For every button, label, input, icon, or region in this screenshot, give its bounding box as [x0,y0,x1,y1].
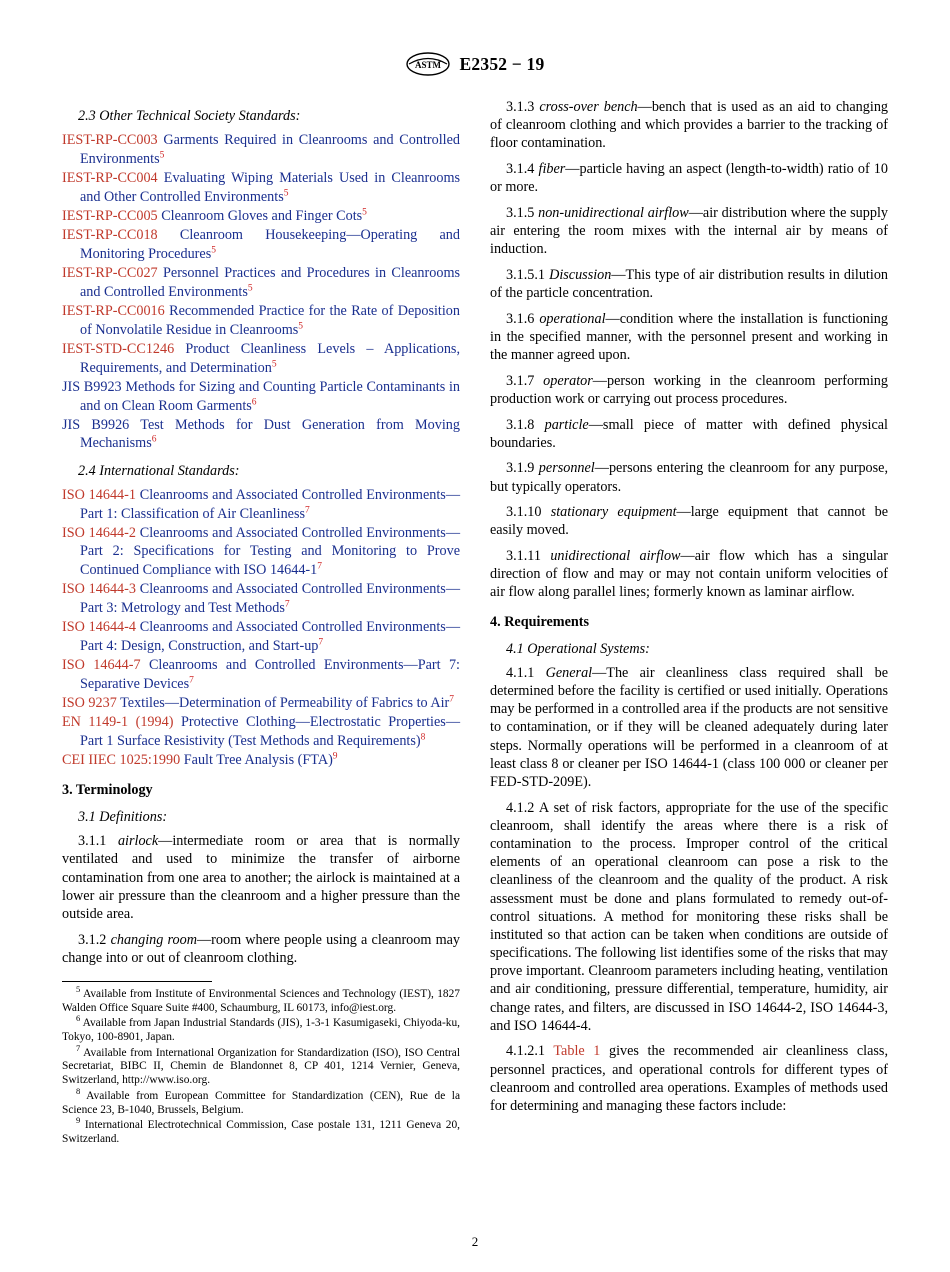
reference-title: Cleanrooms and Associated Controlled Environments—Part 2: Specifications for Testing and Monitoring to Prove Continued Compliance with ISO 14644-1 [80,524,461,578]
reference-title: Cleanrooms and Associated Controlled Environments—Part 4: Design, Construction, and Start-up [80,619,461,654]
definition-number: 3.1.5 [506,204,535,221]
reference-item[interactable] [62,486,460,523]
page-number: 2 [471,1234,479,1249]
footnote-marker: 9 [332,751,338,762]
definition-number: 3.1.8 [506,416,535,433]
two-column-body [62,98,888,1148]
definition-term: operational [539,310,606,327]
svg-text:ASTM: ASTM [414,60,441,70]
footnote-text: Available from Japan Industrial Standards (JIS), 1-3-1 Kasumigaseki, Chiyoda-ku, Tokyo, 100-8901, Japan. [62,1017,460,1044]
reference-item[interactable] [62,751,460,769]
paragraph-4-1-1 [490,664,888,791]
footnote-marker: 7 [318,636,324,647]
reference-code: ISO 14644-1 [62,487,136,504]
footnote-marker: 5 [211,245,216,256]
terminology-heading: 3. Terminology [62,781,153,798]
definition-3-1-8 [490,416,888,452]
reference-item[interactable] [62,524,460,579]
definition-3-1-5 [490,204,888,259]
definition-term: personnel [538,460,595,477]
reference-title: Product Cleanliness Levels – Applications, Requirements, and Determination [80,341,460,376]
footnote-marker: 7 [189,674,194,685]
reference-item[interactable] [62,618,460,655]
definition-3-1-4 [490,160,888,196]
definition-term: particle [544,416,589,433]
reference-item[interactable] [62,207,460,225]
definition-3-1-11 [490,547,888,602]
definition-number: 3.1.10 [506,504,542,521]
footnote-divider [62,981,212,982]
footnote-marker: 5 [283,187,289,198]
definition-text: —particle having an aspect (length-to-width) ratio of 10 or more. [490,161,888,196]
reference-code: JIS B9923 [62,379,122,396]
definition-3-1-6 [490,310,888,365]
reference-item[interactable] [62,340,460,377]
reference-code: IEST-RP-CC0016 [62,303,165,320]
definition-3-1-1 [62,832,460,923]
reference-title: Recommended Practice for the Rate of Deposition of Nonvolatile Residue in Cleanrooms [80,303,460,338]
definition-3-1-9 [490,459,888,495]
reference-title: Cleanrooms and Associated Controlled Environments—Part 3: Metrology and Test Methods [80,581,461,616]
reference-code: CEI IIEC 1025:1990 [62,752,181,769]
reference-code: IEST-STD-CC1246 [62,341,175,358]
footnote-marker: 6 [251,396,257,407]
footnote-marker: 5 [159,149,165,160]
footnote-text: Available from International Organization for Standardization (ISO), ISO Central Secretariat, BIBC II, Chemin de Blandonnet 8, CP 401, 1214 Vernier, Geneva, Switzerland, http://www.iso.org. [62,1046,460,1087]
definition-number: 3.1.1 [78,833,107,850]
paragraph-term: General [545,664,593,681]
reference-item[interactable] [62,169,460,206]
reference-code: EN 1149-1 (1994) [62,714,174,731]
footnote-marker: 5 [298,320,304,331]
document-id: E2352 − 19 [459,53,545,74]
reference-code: IEST-RP-CC005 [62,207,158,224]
footnote-item [62,1042,460,1089]
definition-term: cross-over bench [539,99,638,115]
footnote-marker: 7 [284,599,290,610]
reference-title: Personnel Practices and Procedures in Cleanrooms and Controlled Environments [80,265,460,300]
paragraph-4-1-2: 4.1.2 A set of risk factors, appropriate for the use of the specific cleanroom, shall identify the areas where there is a risk of contamination to the process. Improper control of the critical elements of an operational cleanroom can pose a risk to the cleanliness of the cleanroom and the quality of the product. A risk assessment must be done and plans formulated to remedy out-of-control situations. A method for monitoring these risks shall be instituted so that action can be taken when conditions are outside of specifications. The following list identifies some of the risks that may prove important. Cleanroom parameters including heating, ventilation and air conditioning, pressure differential, temperature, humidity, air change rates, and filters, are discussed in ISO 14644-2, ISO 14644-3, and ISO 14644-4. [490,799,888,1034]
definition-term: fiber [538,161,566,178]
definition-term: unidirectional airflow [550,548,681,565]
footnote-text: International Electrotechnical Commission, Case postale 131, 1211 Geneva 20, Switzerland. [62,1119,460,1145]
definition-number: 3.1.9 [506,460,535,477]
reference-item[interactable] [62,713,460,750]
paragraph-text: gives the recommended air cleanliness class, personnel practices, and operational controls for different types of cleanroom and controlled area operations. Examples of methods used for determining and managing these factors include: [490,1043,888,1114]
footnote-marker: 7 [449,694,455,705]
reference-title: Textiles—Determination of Permeability of Fabrics to Air [120,695,450,712]
definition-number: 3.1.2 [78,931,107,948]
reference-item[interactable] [62,378,460,415]
reference-code: IEST-RP-CC004 [62,170,158,187]
reference-code: IEST-RP-CC027 [62,265,158,282]
definition-text: —air flow which has a singular direction of flow and may or may not contain uniform velocities of air flow along parallel lines; formerly known as laminar airflow. [490,548,889,601]
definitions-heading: 3.1 Definitions: [78,809,168,826]
definition-text: —small piece of matter with defined physical boundaries. [490,416,888,451]
reference-code: IEST-RP-CC018 [62,227,158,244]
definition-text: —This type of air distribution results in dilution of the particle concentration. [490,266,889,302]
paragraph-text: —The air cleanliness class required shall be determined before the facility is certified or used initially. Operations may be performed in a controlled area if the products are not sensitive to contamination, or if they will be cleaned adequately during later steps. Normally operations will be performed in a cleanroom of at least class 8 or cleaner per ISO 14644-1 (class 100 000 or cleaner per FED-STD-209E). [490,664,888,790]
definition-term: non-unidirectional airflow [538,204,689,221]
reference-title: Cleanroom Housekeeping—Operating and Monitoring Procedures [80,227,460,262]
footnote-number: 7 [76,1042,81,1053]
reference-code: ISO 14644-4 [62,619,136,636]
definition-term: changing room [110,931,197,948]
page-header [62,44,888,84]
footnote-item [62,1115,460,1147]
footnote-number: 8 [76,1085,81,1096]
reference-item[interactable] [62,226,460,263]
section-2-3-heading: 2.3 Other Technical Society Standards: [78,108,301,124]
operational-systems-heading: 4.1 Operational Systems: [506,640,650,657]
definition-text: —air distribution where the supply air entering the room mixes with the internal air by means of induction. [490,204,889,258]
footnote-number: 6 [76,1013,81,1024]
definition-term: Discussion [549,266,612,283]
definition-text: —room where people using a cleanroom may change into or out of cleanroom clothing. [62,931,461,966]
definition-term: operator [543,372,593,389]
definition-text: —large equipment that cannot be easily moved. [490,504,889,539]
footnote-marker: 7 [305,504,310,515]
footnote-marker: 5 [362,207,367,218]
paragraph-number: 4.1.1 [506,664,535,681]
reference-code: JIS B9926 [62,416,130,433]
definition-3-1-3 [490,98,888,153]
reference-title: Fault Tree Analysis (FTA) [183,752,333,769]
footnote-text: Available from European Committee for Standardization (CEN), Rue de la Science 23, B-1040, Brussels, Belgium. [62,1089,460,1116]
requirements-heading: 4. Requirements [490,613,590,630]
reference-item[interactable] [62,694,460,712]
reference-item[interactable] [62,656,460,693]
reference-title: Evaluating Wiping Materials Used in Cleanrooms and Other Controlled Environments [80,170,460,205]
left-column [62,98,460,1148]
definition-text: —intermediate room or area that is normally ventilated and used to minimize the transfer of airborne contamination from one area to another; the airlock is maintained at a lower air pressure than the cleanroom and a higher pressure than the outside area. [62,833,461,922]
reference-title: Cleanrooms and Associated Controlled Environments—Part 1: Classification of Air Cleanliness [80,487,461,522]
footnote-text: Available from Institute of Environmental Sciences and Technology (IEST), 1827 Walden Office Square Suite #400, Schaumburg, IL 60173, info@iest.org. [62,987,460,1014]
definition-number: 3.1.6 [506,310,535,327]
definition-number: 3.1.7 [506,372,535,389]
reference-title: Cleanrooms and Controlled Environments—Part 7: Separative Devices [80,657,460,692]
definition-3-1-5-1 [490,266,888,302]
reference-item[interactable] [62,416,460,453]
reference-code: IEST-RP-CC003 [62,132,158,149]
reference-title: Test Methods for Dust Generation from Moving Mechanisms [80,416,460,452]
reference-title: Garments Required in Cleanrooms and Controlled Environments [80,132,460,167]
reference-title: Methods for Sizing and Counting Particle Contaminants in and on Clean Room Garments [80,379,460,414]
right-column [490,98,888,1123]
reference-item[interactable] [62,302,460,339]
definition-3-1-10 [490,503,888,539]
footnote-marker: 7 [317,561,322,572]
footnote-marker: 8 [420,732,426,743]
footnote-item [62,1013,460,1045]
paragraph-4-1-2-1 [490,1042,888,1115]
footnote-item [62,984,460,1016]
definition-3-1-2 [62,931,460,967]
definition-text: —bench that is used as an aid to changing of cleanroom clothing and which provides a barrier to the tracking of floor contamination. [490,99,889,152]
definition-text: —person working in the cleanroom performing production work or carrying out process procedures. [490,372,888,407]
reference-title: Protective Clothing—Electrostatic Properties—Part 1 Surface Resistivity (Test Methods and Requirements) [80,714,461,749]
section-2-4-heading: 2.4 International Standards: [78,462,240,479]
footnote-number: 5 [76,984,81,995]
paragraph-number: 4.1.2.1 [506,1043,546,1060]
reference-code: ISO 14644-2 [62,524,136,541]
definition-3-1-7 [490,372,888,408]
definition-number: 3.1.4 [506,161,535,178]
footnote-marker: 6 [151,434,157,445]
footnotes [62,984,460,1147]
reference-item[interactable] [62,580,460,617]
definition-number: 3.1.3 [506,99,535,115]
definition-number: 3.1.5.1 [506,266,546,283]
definition-term: stationary equipment [550,504,677,521]
definition-term: airlock [117,833,159,850]
footnote-number: 9 [76,1115,81,1126]
footnote-marker: 5 [247,283,253,294]
table-1-link[interactable]: Table 1 [553,1043,601,1060]
reference-code: ISO 9237 [62,695,117,712]
reference-item[interactable] [62,131,460,168]
definition-text: —persons entering the cleanroom for any purpose, but typically operators. [490,460,888,495]
reference-item[interactable] [62,264,460,301]
definition-text: —condition where the installation is functioning in the specified manner, with the personnel present and working in the manner agreed upon. [490,310,888,364]
footnote-item [62,1085,460,1118]
footnote-marker: 5 [271,358,277,369]
astm-logo-icon [406,49,450,79]
reference-code: ISO 14644-7 [62,657,141,674]
reference-code: ISO 14644-3 [62,581,136,598]
reference-title: Cleanroom Gloves and Finger Cots [161,207,363,224]
definition-number: 3.1.11 [506,548,541,565]
